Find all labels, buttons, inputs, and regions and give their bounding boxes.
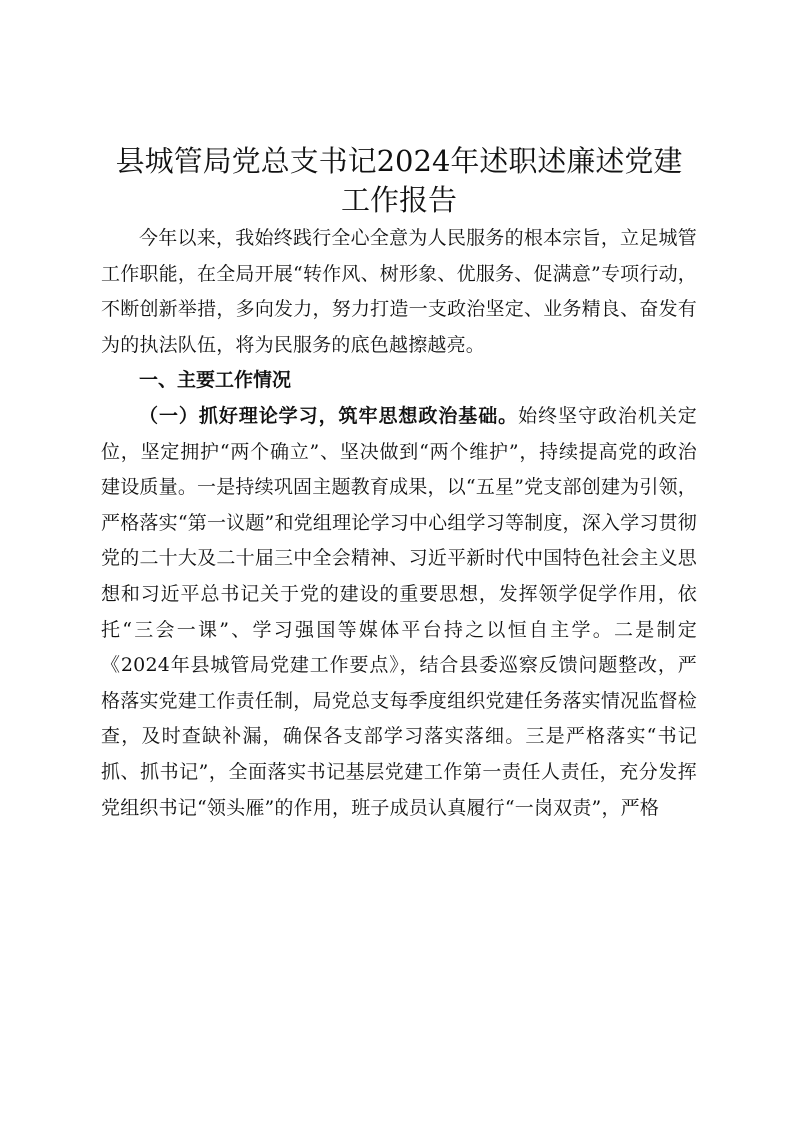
section-heading: 一、主要工作情况 — [139, 369, 292, 392]
intro-paragraph: 今年以来，我始终践行全心全意为人民服务的根本宗旨，立足城管工作职能，在全局开展“转作风、树形象、优服务、促满意”专项行动，不断创新举措，多向发力，努力打造一支政治坚定、业务精良、奋发有为的执法队伍，将为民服务的底色越擦越亮。 — [101, 227, 697, 356]
title-line-1: 县城管局党总支书记2024年述职述廉述党建 — [115, 144, 683, 178]
document-title — [101, 142, 697, 220]
subsection-body: 始终坚守政治机关定位，坚定拥护“两个确立”、坚决做到“两个维护”，持续提高党的政治建设质量。一是持续巩固主题教育成果，以“五星”党支部创建为引领，严格落实“第一议题”和党组理论学习中心组学习等制度，深入学习贯彻党的二十大及二十届三中全会精神、习近平新时代中国特色社会主义思想和习近平总书记关于党的建设的重要思想，发挥领学促学作用，依托“三会一课”、学习强国等媒体平台持之以恒自主学。二是制定《2024年县城管局党建工作要点》，结合县委巡察反馈问题整改，严格落实党建工作责任制，局党总支每季度组织党建任务落实情况监督检查，及时查缺补漏，确保各支部学习落实落细。三是严格落实“书记抓、抓书记”，全面落实书记基层党建工作第一责任人责任，充分发挥党组织书记“领头雁”的作用，班子成员认真履行“一岗双责”，严格 — [101, 404, 697, 819]
title-line-2: 工作报告 — [340, 183, 457, 217]
subsection-lead: （一）抓好理论学习，筑牢思想政治基础。 — [139, 404, 519, 427]
subsection-paragraph — [101, 399, 697, 826]
document-body — [101, 221, 697, 826]
